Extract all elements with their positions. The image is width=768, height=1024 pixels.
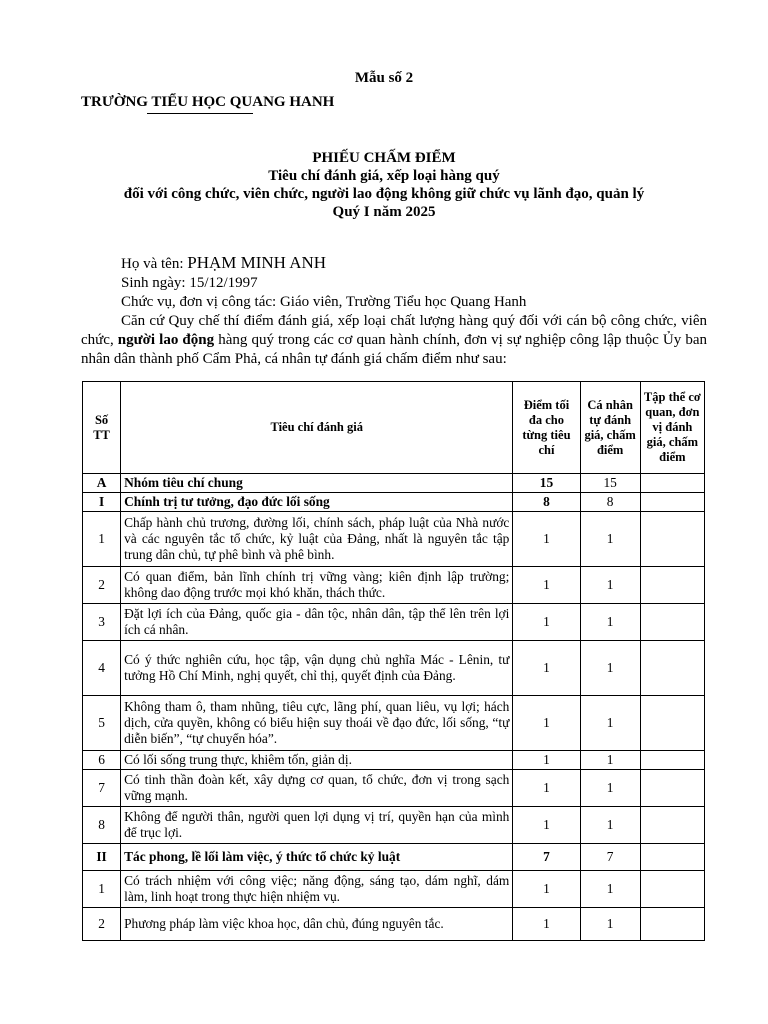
table-row (83, 512, 705, 567)
table-row (83, 604, 705, 641)
row-criteria: Có ý thức nghiên cứu, học tập, vận dụng chủ nghĩa Mác - Lênin, tư tưởng Hồ Chí Minh, nghị quyết, chỉ thị, quyết định của Đảng. (121, 641, 513, 696)
employee-name: PHẠM MINH ANH (187, 253, 327, 272)
row-org-score[interactable] (640, 908, 704, 941)
table-header-row (83, 382, 705, 474)
dob-label: Sinh ngày: (121, 275, 190, 291)
row-self-score: 1 (580, 641, 640, 696)
row-max-score: 1 (513, 770, 580, 807)
row-self-score: 1 (580, 770, 640, 807)
row-self-score: 8 (580, 493, 640, 512)
position-value: Giáo viên, Trường Tiểu học Quang Hanh (279, 294, 527, 310)
row-self-score: 1 (580, 604, 640, 641)
table-row (83, 567, 705, 604)
name-label: Họ và tên: (121, 256, 188, 272)
row-criteria: Không tham ô, tham nhũng, tiêu cực, lãng phí, quan liêu, vụ lợi; hách dịch, cửa quyền, không có biểu hiện suy thoái về đạo đức, lối sống, “tự diễn biến”, “tự chuyển hóa”. (121, 696, 513, 751)
row-org-score[interactable] (640, 751, 704, 770)
table-row (83, 908, 705, 941)
row-criteria: Có lối sống trung thực, khiêm tốn, giản dị. (121, 751, 513, 770)
basis-text-bold: người lao động (117, 332, 215, 348)
row-org-score[interactable] (640, 493, 704, 512)
row-criteria: Có trách nhiệm với công việc; năng động, sáng tạo, dám nghĩ, dám làm, linh hoạt trong thực hiện nhiệm vụ. (121, 871, 513, 908)
row-no: 4 (83, 641, 121, 696)
row-criteria: Không để người thân, người quen lợi dụng vị trí, quyền hạn của mình để trục lợi. (121, 807, 513, 844)
row-max-score: 1 (513, 871, 580, 908)
document-title: PHIẾU CHẤM ĐIỂM (312, 150, 456, 166)
document-scope: đối với công chức, viên chức, người lao động không giữ chức vụ lãnh đạo, quản lý (123, 186, 645, 202)
position-label: Chức vụ, đơn vị công tác: (121, 294, 280, 310)
dob-row (81, 274, 707, 293)
row-max-score: 1 (513, 807, 580, 844)
scoring-table (82, 381, 705, 941)
header-org-score: Tập thể cơ quan, đơn vị đánh giá, chấm điểm (640, 382, 704, 474)
row-org-score[interactable] (640, 770, 704, 807)
row-org-score[interactable] (640, 641, 704, 696)
row-org-score[interactable] (640, 474, 704, 493)
form-number: Mẫu số 2 (354, 70, 414, 86)
row-no: 1 (83, 871, 121, 908)
name-row (81, 253, 707, 274)
row-criteria: Chấp hành chủ trương, đường lối, chính sách, pháp luật của Nhà nước và các nguyên tắc tổ chức, kỷ luật của Đảng, nhất là nguyên tắc tập trung dân chủ, tự phê bình và phê bình. (121, 512, 513, 567)
dob-value: 15/12/1997 (189, 275, 258, 291)
row-max-score: 1 (513, 908, 580, 941)
basis-text-2: hàng quý trong các cơ quan hành chính, đơn vị sự nghiệp công lập thuộc Ủy ban nhân dân thành phố Cẩm Phả, cá nhân tự đánh giá chấm điểm như sau: (81, 332, 707, 367)
row-max-score: 1 (513, 696, 580, 751)
header-max-score: Điểm tối đa cho từng tiêu chí (513, 382, 580, 474)
table-row (83, 474, 705, 493)
row-criteria: Nhóm tiêu chí chung (121, 474, 513, 493)
row-no: II (83, 844, 121, 871)
document-title-block (0, 149, 768, 221)
row-max-score: 1 (513, 641, 580, 696)
row-org-score[interactable] (640, 807, 704, 844)
row-max-score: 15 (513, 474, 580, 493)
row-org-score[interactable] (640, 696, 704, 751)
row-self-score: 1 (580, 871, 640, 908)
row-criteria: Tác phong, lề lối làm việc, ý thức tổ chức kỷ luật (121, 844, 513, 871)
header-no: Số TT (83, 382, 121, 474)
row-no: A (83, 474, 121, 493)
basis-paragraph (81, 312, 707, 369)
row-org-score[interactable] (640, 844, 704, 871)
row-self-score: 1 (580, 751, 640, 770)
table-row (83, 844, 705, 871)
document-period: Quý I năm 2025 (332, 204, 436, 220)
row-self-score: 1 (580, 696, 640, 751)
row-criteria: Có quan điểm, bản lĩnh chính trị vững vàng; kiên định lập trường; không dao động trước mọi khó khăn, thách thức. (121, 567, 513, 604)
row-self-score: 7 (580, 844, 640, 871)
row-criteria: Phương pháp làm việc khoa học, dân chủ, đúng nguyên tắc. (121, 908, 513, 941)
table-row (83, 871, 705, 908)
row-no: 2 (83, 567, 121, 604)
row-no: 6 (83, 751, 121, 770)
header-criteria: Tiêu chí đánh giá (121, 382, 513, 474)
school-name: TRƯỜNG TIỂU HỌC QUANG HANH (81, 94, 335, 110)
position-row (81, 293, 707, 312)
header-self-score: Cá nhân tự đánh giá, chấm điểm (580, 382, 640, 474)
row-max-score: 1 (513, 604, 580, 641)
row-org-score[interactable] (640, 567, 704, 604)
row-self-score: 15 (580, 474, 640, 493)
table-row (83, 770, 705, 807)
row-self-score: 1 (580, 908, 640, 941)
row-max-score: 7 (513, 844, 580, 871)
row-max-score: 1 (513, 751, 580, 770)
table-row (83, 696, 705, 751)
row-no: 7 (83, 770, 121, 807)
row-max-score: 8 (513, 493, 580, 512)
row-no: 1 (83, 512, 121, 567)
personal-info (81, 253, 707, 369)
row-max-score: 1 (513, 512, 580, 567)
table-row (83, 751, 705, 770)
table-body (83, 474, 705, 941)
row-no: 3 (83, 604, 121, 641)
school-underline (147, 113, 253, 114)
row-no: I (83, 493, 121, 512)
table-row (83, 493, 705, 512)
table-row (83, 641, 705, 696)
row-org-score[interactable] (640, 604, 704, 641)
row-org-score[interactable] (640, 871, 704, 908)
row-criteria: Chính trị tư tưởng, đạo đức lối sống (121, 493, 513, 512)
row-self-score: 1 (580, 512, 640, 567)
row-max-score: 1 (513, 567, 580, 604)
document-subtitle: Tiêu chí đánh giá, xếp loại hàng quý (268, 168, 500, 184)
table-row (83, 807, 705, 844)
row-criteria: Đặt lợi ích của Đảng, quốc gia - dân tộc, nhân dân, tập thể lên trên lợi ích cá nhân. (121, 604, 513, 641)
row-no: 2 (83, 908, 121, 941)
basis-text-1: Căn cứ Quy chế thí điểm đánh giá, xếp loại chất lượng hàng quý đối với cán bộ công chức, viên chức, (81, 313, 707, 348)
row-self-score: 1 (580, 567, 640, 604)
row-self-score: 1 (580, 807, 640, 844)
row-org-score[interactable] (640, 512, 704, 567)
row-criteria: Có tinh thần đoàn kết, xây dựng cơ quan, tổ chức, đơn vị trong sạch vững mạnh. (121, 770, 513, 807)
row-no: 8 (83, 807, 121, 844)
row-no: 5 (83, 696, 121, 751)
